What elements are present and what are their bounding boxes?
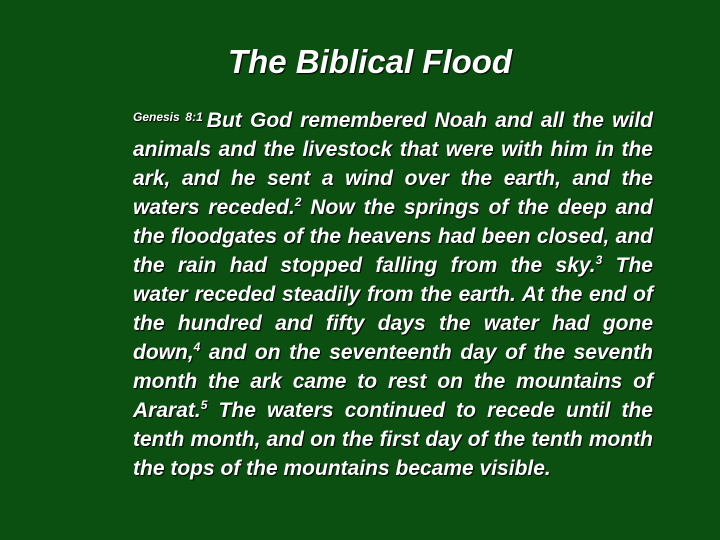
slide-title: The Biblical Flood [227, 43, 513, 80]
passage-text-4: and on the seventeenth day of the seventh month the ark came to rest on the mountains of Ararat. [133, 341, 653, 422]
passage-text-3: The water receded steadily from the earth. At the end of the hundred and fifty days the water had gone down, [133, 254, 653, 364]
passage-text-5: The waters continued to recede until the tenth month, and on the first day of the tenth month the tops of the mountains became visible. [133, 399, 653, 480]
passage-text-2: Now the springs of the deep and the floodgates of the heavens had been closed, and the rain had stopped falling from the sky. [133, 196, 653, 277]
verse-number-2: 2 [294, 195, 302, 209]
passage-text-1: But God remembered Noah and all the wild animals and the livestock that were with him in the ark, and he sent a wind over the earth, and the waters receded. [133, 109, 653, 219]
verse-number-5: 5 [200, 398, 208, 412]
verse-number-3: 3 [595, 253, 603, 267]
scripture-passage [133, 106, 653, 483]
scripture-reference: Genesis 8:1 [133, 110, 203, 124]
verse-number-4: 4 [193, 340, 201, 354]
